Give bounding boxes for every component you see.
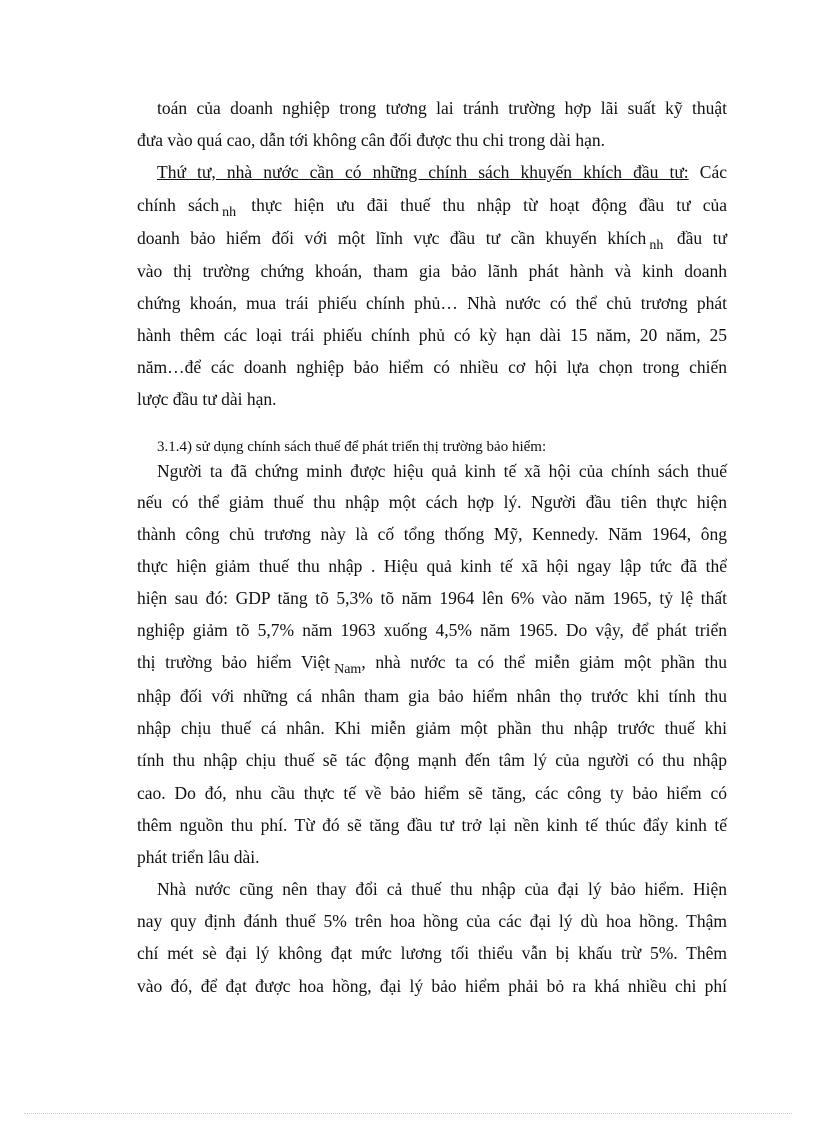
body-line: doanh bảo hiểm đối với một lĩnh vực đầu tư cần khuyến khích $_{nh}$ đầu tư — [137, 228, 727, 253]
body-line: phát triển lâu dài. — [137, 847, 260, 867]
stray-subscript: nh — [649, 238, 664, 253]
body-line: vào thị trường chứng khoán, tham gia bảo lãnh phát hành và kinh doanh — [137, 261, 727, 281]
body-line: lược đầu tư dài hạn. — [137, 389, 277, 409]
body-line: Người ta đã chứng minh được hiệu quả kinh tế xã hội của chính sách thuế — [157, 461, 727, 481]
body-line: thực hiện giảm thuế thu nhập . Hiệu quả kinh tế xã hội ngay lập tức đã thể — [137, 556, 727, 576]
body-line: hành thêm các loại trái phiếu chính phủ có kỳ hạn dài 15 năm, 20 năm, 25 — [137, 325, 727, 345]
stray-subscript: Nam — [334, 662, 362, 677]
body-line: vào đó, để đạt được hoa hồng, đại lý bảo hiểm phải bỏ ra khá nhiều chi phí — [137, 976, 727, 996]
body-line: thị trường bảo hiểm Việt $_{Nam}$, nhà nước ta có thể miễn giảm một phần thu — [137, 652, 727, 677]
body-line: chứng khoán, mua trái phiếu chính phủ… Nhà nước có thể chủ trương phát — [137, 293, 727, 313]
body-line: tính thu nhập chịu thuế sẽ tác động mạnh đến tâm lý của người có thu nhập — [137, 750, 727, 770]
body-line: thành công chủ trương này là cố tổng thống Mỹ, Kennedy. Năm 1964, ông — [137, 524, 727, 544]
body-line: Thứ tư, nhà nước cần có những chính sách khuyến khích đầu tư: Các — [157, 162, 727, 182]
body-line: chí mét sè đại lý không đạt mức lương tối thiểu vẫn bị khấu trừ 5%. Thêm — [137, 943, 727, 963]
stray-subscript: nh — [222, 205, 237, 220]
body-line: toán của doanh nghiệp trong tương lai tránh trường hợp lãi suất kỹ thuật — [157, 98, 727, 118]
body-line: thêm nguồn thu phí. Từ đó sẽ tăng đầu tư trở lại nền kinh tế thúc đẩy kinh tế — [137, 815, 727, 835]
section-heading: 3.1.4) sử dụng chính sách thuế để phát triển thị trường bảo hiểm: — [157, 439, 547, 455]
body-line: nếu có thể giảm thuế thu nhập một cách hợp lý. Người đầu tiên thực hiện — [137, 492, 727, 512]
body-line: chính sách $_{nh}$ thực hiện ưu đãi thuế thu nhập từ hoạt động đầu tư của — [137, 195, 727, 220]
body-line: đưa vào quá cao, dẫn tới không cân đối được thu chi trong dài hạn. — [137, 130, 606, 150]
page-bottom-rule — [24, 1113, 792, 1114]
body-line: nghiệp giảm tõ 5,7% năm 1963 xuống 4,5% năm 1965. Do vậy, để phát triển — [137, 620, 727, 640]
body-line: nhập đối với những cá nhân tham gia bảo hiểm nhân thọ trước khi tính thu — [137, 686, 727, 706]
body-line: nhập chịu thuế cá nhân. Khi miễn giảm một phần thu nhập trước thuế khi — [137, 718, 727, 738]
body-line: hiện sau đó: GDP tăng tõ 5,3% tõ năm 1964 lên 6% vào năm 1965, tỷ lệ thất — [137, 588, 727, 608]
underlined-lead: Thứ tư, nhà nước cần có những chính sách khuyến khích đầu tư: — [157, 162, 689, 182]
body-line: năm…để các doanh nghiệp bảo hiểm có nhiều cơ hội lựa chọn trong chiến — [137, 357, 727, 377]
body-line: cao. Do đó, nhu cầu thực tế về bảo hiểm sẽ tăng, các công ty bảo hiểm có — [137, 783, 727, 803]
body-line: Nhà nước cũng nên thay đổi cả thuế thu nhập của đại lý bảo hiểm. Hiện — [157, 879, 727, 899]
body-line: nay quy định đánh thuế 5% trên hoa hồng của các đại lý dù hoa hồng. Thậm — [137, 911, 727, 931]
